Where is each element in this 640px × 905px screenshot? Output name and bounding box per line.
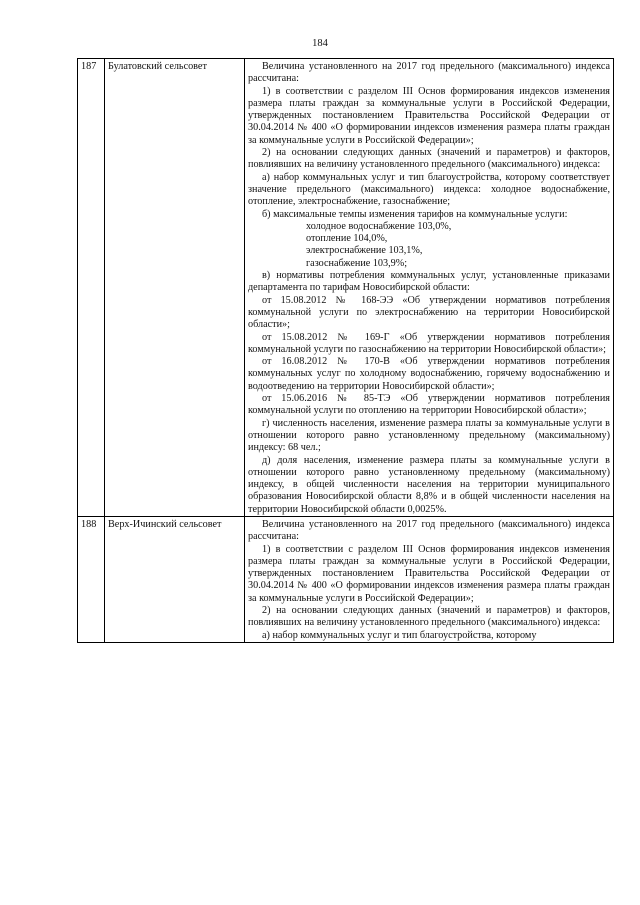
index-description [245,516,614,642]
table-row [78,59,614,517]
row-number: 188 [78,516,105,642]
tariff-item: отопление 104,0%, [306,233,388,245]
paragraph: Величина установленного на 2017 год предельного (максимального) индекса рассчитана: [248,518,610,543]
tariff-item: электроснабжение 103,1%, [306,245,423,257]
paragraph: б) максимальные темпы изменения тарифов на коммунальные услуги: [262,208,568,220]
municipality-name: Верх-Ичинский сельсовет [105,516,245,642]
norm-order: от 15.06.2016 № 85-ТЭ «Об утверждении нормативов потребления коммунальной услуги по отоплению на территории Новосибирской области»; [248,393,610,417]
paragraph: 1) в соответствии с разделом III Основ формирования индексов изменения размера платы граждан за коммунальные услуги в Российской Федерации, утвержденных постановлением Правительства Российской Федерации от 30.04.2014 № 400 «О формировании индексов изменения размера платы граждан за коммунальные услуги в Российской Федерации»; [248,85,610,146]
norm-order: от 16.08.2012 № 170-В «Об утверждении нормативов потребления коммунальных услуг по холодному водоснабжению, горячему водоснабжению и водоотведению на территории Новосибирской области»; [248,356,610,392]
paragraph: в) нормативы потребления коммунальных услуг, установленные приказами департамента по тарифам Новосибирской области: [248,270,610,294]
row-number: 187 [78,59,105,517]
table-row [78,516,614,642]
paragraph: 1) в соответствии с разделом III Основ формирования индексов изменения размера платы граждан за коммунальные услуги в Российской Федерации, утвержденных постановлением Правительства Российской Федерации от 30.04.2014 № 400 «О формировании индексов изменения размера платы граждан за коммунальные услуги в Российской Федерации»; [248,543,610,604]
tariff-item: газоснабжение 103,9%; [306,257,408,269]
tariff-item: холодное водоснабжение 103,0%, [306,220,452,232]
paragraph: а) набор коммунальных услуг и тип благоустройства, которому [262,629,537,641]
paragraph: 2) на основании следующих данных (значений и параметров) и факторов, повлиявших на величину установленного предельного (максимального) индекса: [248,605,610,629]
index-description [245,59,614,517]
paragraph: Величина установленного на 2017 год предельного (максимального) индекса рассчитана: [248,61,610,85]
municipal-index-table [77,58,614,643]
paragraph: д) доля населения, изменение размера платы за коммунальные услуги в отношении которого равно установленному предельному (максимальному) индексу, в общей численности населения на территории муниципального образования Новосибирской области 8,8% и в общей численности населения на территории Новосибирской области 0,0025%. [248,454,610,515]
page-number: 184 [312,38,328,49]
paragraph: 2) на основании следующих данных (значений и параметров) и факторов, повлиявших на величину установленного предельного (максимального) индекса: [248,147,610,171]
paragraph: г) численность населения, изменение размера платы за коммунальные услуги в отношении которого равно установленному предельному (максимальному) индексу: 68 чел.; [248,417,610,454]
paragraph: а) набор коммунальных услуг и тип благоустройства, которому соответствует значение предельного (максимального) индекса: холодное водоснабжение, отопление, электроснабжение, газоснабжение; [248,171,610,208]
norm-order: от 15.08.2012 № 168-ЭЭ «Об утверждении нормативов потребления коммунальной услуги по электроснабжению на территории Новосибирской области»; [248,294,610,331]
municipality-name: Булатовский сельсовет [105,59,245,517]
norm-order: от 15.08.2012 № 169-Г «Об утверждении нормативов потребления коммунальной услуги по газоснабжению на территории Новосибирской области»; [248,331,610,355]
